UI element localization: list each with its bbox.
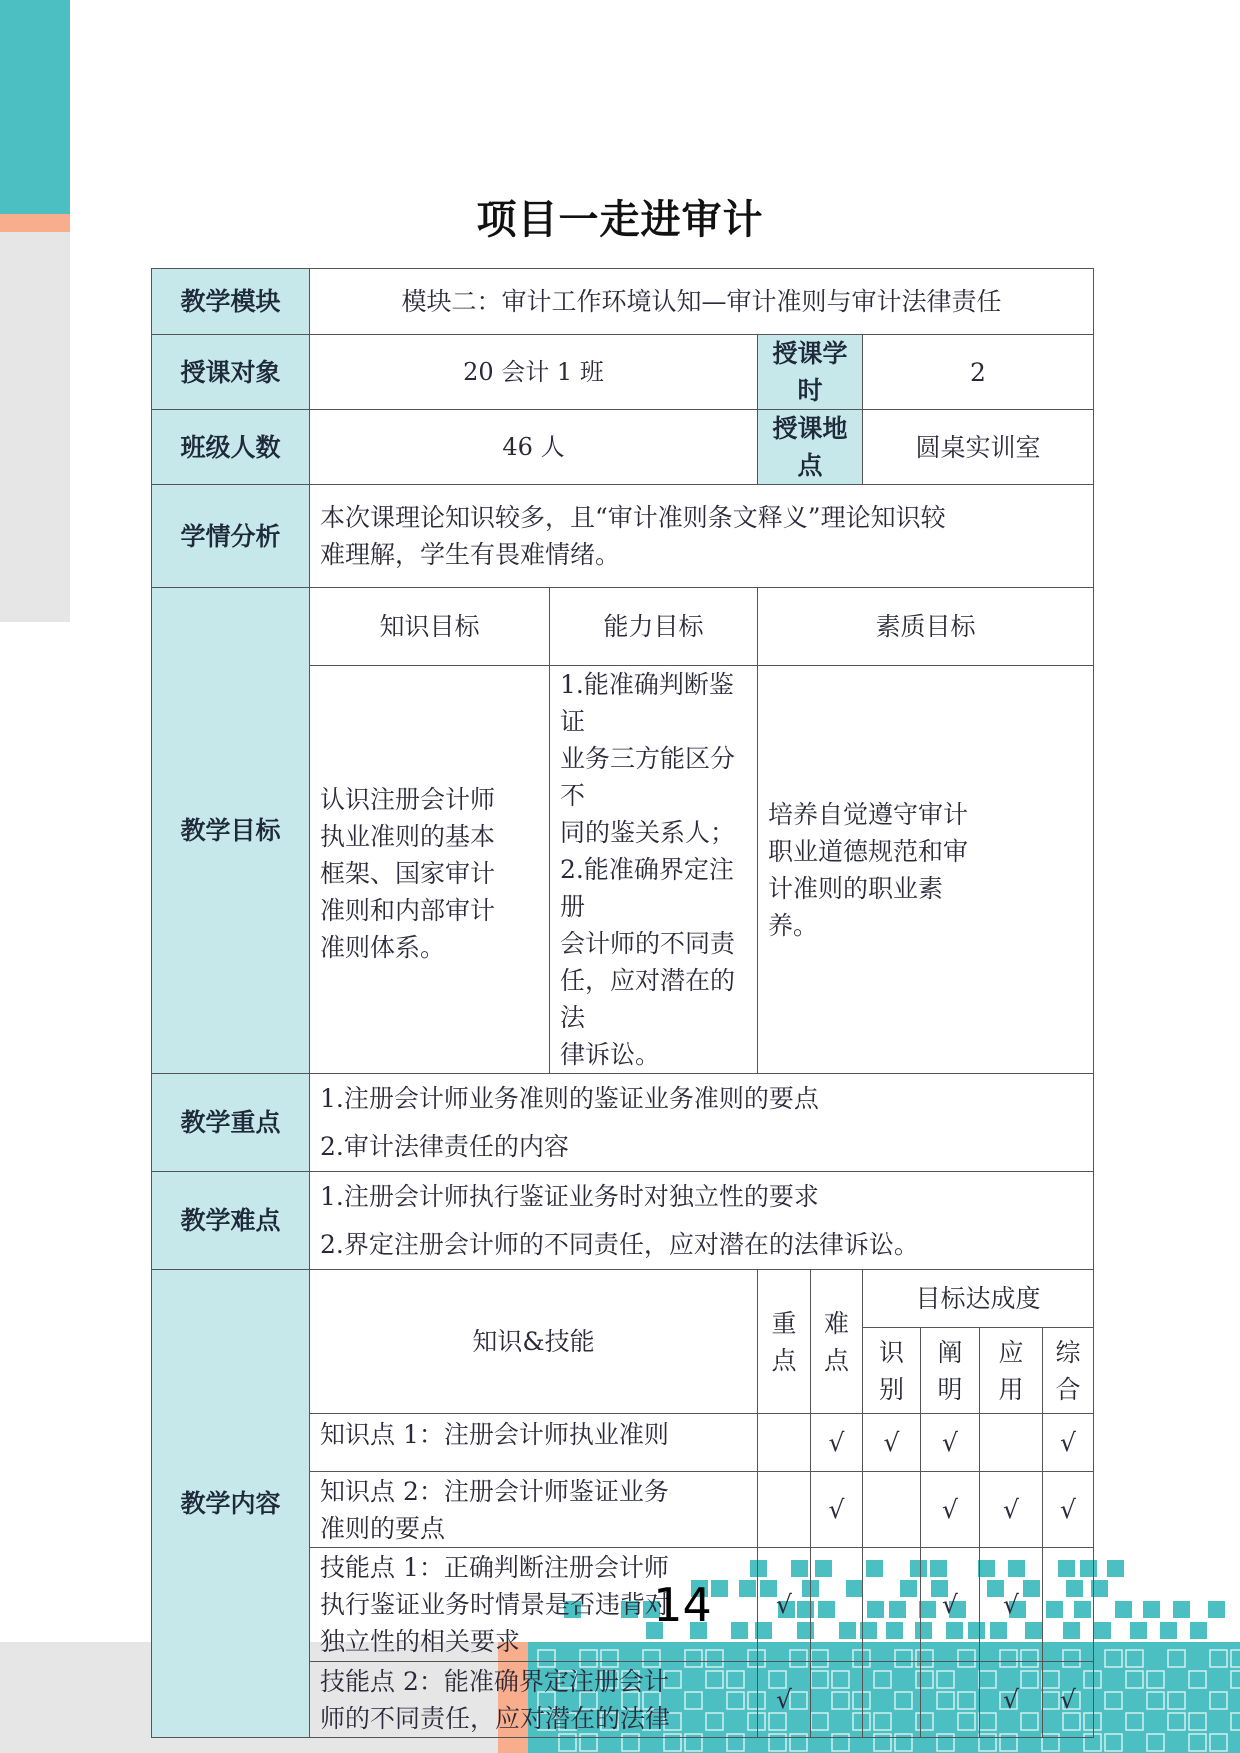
check-key xyxy=(758,1472,811,1548)
content-item-line: 独立性的相关要求 xyxy=(320,1627,521,1656)
check-difficulty: √ xyxy=(811,1414,863,1472)
check-integrate: √ xyxy=(1043,1472,1094,1548)
decor-tile-outline xyxy=(1168,1713,1185,1730)
header-diff-char: 难 xyxy=(823,1308,849,1338)
content-item-text xyxy=(310,1472,758,1548)
header-ability-goal: 能力目标 xyxy=(550,588,758,666)
header-difficulty xyxy=(811,1270,863,1414)
decor-tile xyxy=(1107,1560,1124,1577)
content-item-line: 知识点 1：注册会计师执业准则 xyxy=(320,1420,669,1449)
decor-tile-outline xyxy=(1147,1734,1164,1751)
content-item-line: 准则的要点 xyxy=(320,1513,446,1543)
header-knowledge-skill: 知识&技能 xyxy=(310,1270,758,1414)
check-identify xyxy=(863,1662,921,1738)
decor-tile-outline xyxy=(1105,1692,1122,1709)
knowledge-goal-line: 认识注册会计师 xyxy=(320,785,496,814)
header-apply-char: 应 xyxy=(998,1337,1024,1367)
value-class-size: 46 人 xyxy=(310,410,758,485)
quality-goal-line: 培养自觉遵守审计 xyxy=(768,799,969,829)
check-apply: √ xyxy=(980,1472,1043,1548)
decor-tile-outline xyxy=(1210,1734,1227,1751)
label-class-size: 班级人数 xyxy=(152,410,310,485)
difficulty-item: 2.界定注册会计师的不同责任，应对潜在的法律诉讼。 xyxy=(320,1229,919,1259)
value-location: 圆桌实训室 xyxy=(863,410,1094,485)
header-knowledge-goal: 知识目标 xyxy=(310,588,550,666)
check-integrate: √ xyxy=(1043,1414,1094,1472)
ability-goal-line: 任，应对潜在的法 xyxy=(560,966,736,1032)
ability-goal-line: 会计师的不同责 xyxy=(560,929,736,958)
row-module xyxy=(152,269,1094,335)
check-explain: √ xyxy=(921,1472,980,1548)
check-key xyxy=(758,1414,811,1472)
row-difficulties xyxy=(152,1172,1094,1270)
ability-goal-line: 1.能准确判断鉴证 xyxy=(560,670,734,736)
ability-goal-line: 2.能准确界定注册 xyxy=(560,855,734,921)
knowledge-goal-line: 执业准则的基本 xyxy=(320,822,496,851)
check-difficulty: √ xyxy=(811,1472,863,1548)
page-title: 项目一走进审计 xyxy=(476,197,764,243)
content-item-line: 执行鉴证业务时情景是否违背对 xyxy=(320,1590,671,1619)
knowledge-goal-text xyxy=(310,666,550,1074)
header-key xyxy=(758,1270,811,1414)
decor-tile-outline xyxy=(1147,1671,1164,1688)
decor-tile-outline xyxy=(1105,1734,1122,1751)
decor-tile-outline xyxy=(1189,1713,1206,1730)
row-content-header-1 xyxy=(152,1270,1094,1328)
header-key-char: 点 xyxy=(771,1345,797,1375)
header-quality-goal: 素质目标 xyxy=(758,588,1094,666)
knowledge-goal-line: 准则体系。 xyxy=(320,933,446,962)
quality-goal-line: 计准则的职业素 xyxy=(768,873,944,903)
header-identify-char: 别 xyxy=(878,1374,904,1404)
value-difficulties xyxy=(310,1172,1094,1270)
content-item-line: 师的不同责任，应对潜在的法律 xyxy=(320,1703,671,1733)
difficulty-item: 1.注册会计师执行鉴证业务时对独立性的要求 xyxy=(320,1181,819,1211)
label-content: 教学内容 xyxy=(152,1270,310,1738)
check-integrate: √ xyxy=(1043,1662,1094,1738)
quality-goal-text xyxy=(758,666,1094,1074)
lesson-plan-table xyxy=(151,268,1094,1738)
ability-goal-text xyxy=(550,666,758,1074)
quality-goal-line: 职业道德规范和审 xyxy=(768,836,969,866)
value-module: 模块二：审计工作环境认知—审计准则与审计法律责任 xyxy=(310,269,1094,335)
decor-tile-outline xyxy=(1231,1713,1240,1730)
check-apply: √ xyxy=(980,1662,1043,1738)
check-explain: √ xyxy=(921,1548,980,1662)
decor-tile-outline xyxy=(1189,1671,1206,1688)
label-location: 授课地点 xyxy=(758,410,863,485)
row-key-points xyxy=(152,1074,1094,1172)
label-goals: 教学目标 xyxy=(152,588,310,1074)
content-item-line: 技能点 2：能准确界定注册会计 xyxy=(320,1666,669,1696)
header-diff-char: 点 xyxy=(823,1345,849,1375)
page-number: 14 xyxy=(653,1578,712,1632)
check-explain xyxy=(921,1662,980,1738)
check-explain: √ xyxy=(921,1414,980,1472)
ability-goal-line: 业务三方能区分不 xyxy=(560,744,736,810)
decor-tile-outline xyxy=(1210,1650,1227,1667)
header-explain-char: 阐 xyxy=(937,1337,963,1367)
value-analysis xyxy=(310,485,1094,588)
header-explain-char: 明 xyxy=(937,1374,963,1404)
check-key: √ xyxy=(758,1548,811,1662)
label-difficulties: 教学难点 xyxy=(152,1172,310,1270)
label-audience: 授课对象 xyxy=(152,335,310,410)
ability-goal-line: 同的鉴关系人； xyxy=(560,818,736,847)
check-apply: √ xyxy=(980,1548,1043,1662)
analysis-line-1: 本次课理论知识较多，且“审计准则条文释义”理论知识较 xyxy=(320,503,946,532)
header-explain xyxy=(921,1328,980,1414)
key-point-item: 1.注册会计师业务准则的鉴证业务准则的要点 xyxy=(320,1083,819,1113)
header-integrate-char: 综 xyxy=(1055,1337,1081,1367)
quality-goal-line: 养。 xyxy=(768,910,819,940)
row-class-size xyxy=(152,410,1094,485)
decor-tile-outline xyxy=(1126,1671,1143,1688)
check-apply xyxy=(980,1414,1043,1472)
content-item-text xyxy=(310,1414,758,1472)
header-identify-char: 识 xyxy=(878,1337,904,1367)
ability-goal-line: 律诉讼。 xyxy=(560,1040,661,1069)
decor-tile-outline xyxy=(1147,1692,1164,1709)
content-item-line: 知识点 2：注册会计师鉴证业务 xyxy=(320,1476,669,1506)
knowledge-goal-line: 框架、国家审计 xyxy=(320,859,496,888)
check-identify: √ xyxy=(863,1414,921,1472)
header-apply-char: 用 xyxy=(998,1374,1024,1404)
header-integrate-char: 合 xyxy=(1055,1374,1081,1404)
check-key: √ xyxy=(758,1662,811,1738)
decor-tile-outline xyxy=(1210,1692,1227,1709)
row-goals-header xyxy=(152,588,1094,666)
header-integrate xyxy=(1043,1328,1094,1414)
content-item-line: 技能点 1：正确判断注册会计师 xyxy=(320,1553,669,1582)
header-key-char: 重 xyxy=(771,1308,797,1338)
decor-tile-outline xyxy=(1126,1713,1143,1730)
label-analysis: 学情分析 xyxy=(152,485,310,588)
label-hours: 授课学时 xyxy=(758,335,863,410)
value-key-points xyxy=(310,1074,1094,1172)
label-module: 教学模块 xyxy=(152,269,310,335)
header-identify xyxy=(863,1328,921,1414)
decor-tile-outline xyxy=(1168,1692,1185,1709)
decor-tile-outline xyxy=(1168,1650,1185,1667)
decor-tile-outline xyxy=(1105,1650,1122,1667)
row-audience xyxy=(152,335,1094,410)
label-key-points: 教学重点 xyxy=(152,1074,310,1172)
header-target-achievement: 目标达成度 xyxy=(863,1270,1094,1328)
decor-tile-outline xyxy=(1189,1734,1206,1751)
key-point-item: 2.审计法律责任的内容 xyxy=(320,1131,569,1161)
knowledge-goal-line: 准则和内部审计 xyxy=(320,896,496,925)
value-hours: 2 xyxy=(863,335,1094,410)
decor-tile-outline xyxy=(1231,1650,1240,1667)
analysis-line-2: 难理解，学生有畏难情绪。 xyxy=(320,540,621,569)
decor-tile-outline xyxy=(1231,1671,1240,1688)
header-apply xyxy=(980,1328,1043,1414)
decor-tile-outline xyxy=(1126,1650,1143,1667)
check-difficulty xyxy=(811,1662,863,1738)
content-item-text xyxy=(310,1662,758,1738)
check-identify xyxy=(863,1472,921,1548)
row-analysis xyxy=(152,485,1094,588)
value-audience: 20 会计 1 班 xyxy=(310,335,758,410)
